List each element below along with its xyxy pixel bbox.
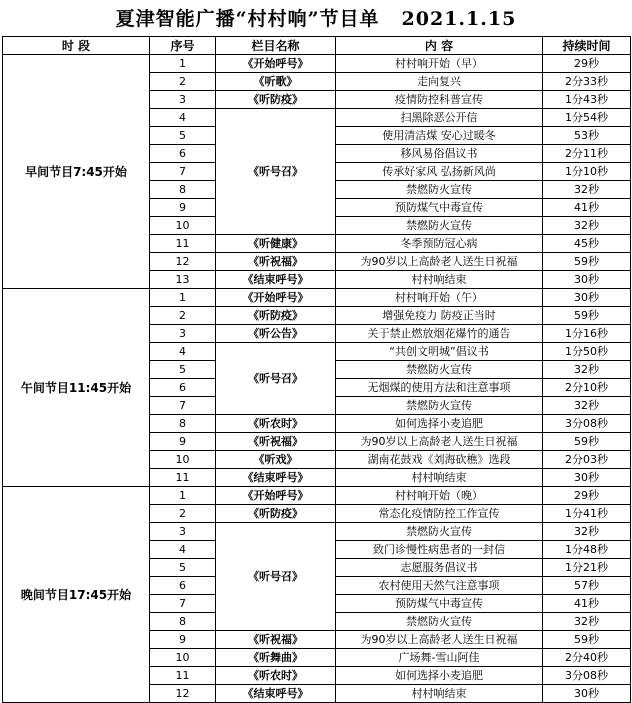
content-cell: 疫情防控科普宣传 [336, 91, 543, 109]
column-name-cell: 《听祝福》 [216, 253, 336, 271]
seq-cell: 6 [150, 577, 216, 595]
column-name-cell: 《结束呼号》 [216, 469, 336, 487]
duration-cell: 1分41秒 [543, 505, 631, 523]
seq-cell: 11 [150, 235, 216, 253]
header-segment: 时 段 [3, 37, 150, 55]
header-content: 内 容 [336, 37, 543, 55]
seq-cell: 7 [150, 397, 216, 415]
duration-cell: 41秒 [543, 199, 631, 217]
duration-cell: 57秒 [543, 577, 631, 595]
duration-cell: 59秒 [543, 253, 631, 271]
seq-cell: 4 [150, 343, 216, 361]
table-row [3, 55, 631, 73]
content-cell: 禁燃防火宣传 [336, 613, 543, 631]
seq-cell: 6 [150, 145, 216, 163]
content-cell: 冬季预防冠心病 [336, 235, 543, 253]
seq-cell: 5 [150, 361, 216, 379]
content-cell: 如何选择小麦追肥 [336, 415, 543, 433]
content-cell: 无烟煤的使用方法和注意事项 [336, 379, 543, 397]
content-cell: 禁燃防火宣传 [336, 181, 543, 199]
content-cell: 预防煤气中毒宣传 [336, 595, 543, 613]
seq-cell: 4 [150, 109, 216, 127]
duration-cell: 2分33秒 [543, 73, 631, 91]
seq-cell: 9 [150, 199, 216, 217]
duration-cell: 59秒 [543, 307, 631, 325]
content-cell: 村村响结束 [336, 469, 543, 487]
column-name-cell: 《听戏》 [216, 451, 336, 469]
seq-cell: 1 [150, 55, 216, 73]
duration-cell: 1分43秒 [543, 91, 631, 109]
content-cell: 走向复兴 [336, 73, 543, 91]
seq-cell: 12 [150, 253, 216, 271]
duration-cell: 53秒 [543, 127, 631, 145]
duration-cell: 32秒 [543, 361, 631, 379]
seq-cell: 11 [150, 667, 216, 685]
content-cell: 村村响结束 [336, 685, 543, 703]
seq-cell: 6 [150, 379, 216, 397]
title-text: 夏津智能广播“村村响”节目单 [115, 8, 380, 30]
content-cell: 村村响开始（午） [336, 289, 543, 307]
column-name-cell: 《开始呼号》 [216, 55, 336, 73]
seq-cell: 7 [150, 163, 216, 181]
content-cell: 村村响开始（早） [336, 55, 543, 73]
column-name-cell: 《开始呼号》 [216, 487, 336, 505]
duration-cell: 2分03秒 [543, 451, 631, 469]
column-name-cell: 《结束呼号》 [216, 271, 336, 289]
header-seq: 序号 [150, 37, 216, 55]
seq-cell: 5 [150, 127, 216, 145]
column-name-cell: 《听舞曲》 [216, 649, 336, 667]
content-cell: 如何选择小麦追肥 [336, 667, 543, 685]
column-name-cell: 《听祝福》 [216, 433, 336, 451]
seq-cell: 10 [150, 649, 216, 667]
content-cell: 移风易俗倡议书 [336, 145, 543, 163]
content-cell: “共创文明城”倡议书 [336, 343, 543, 361]
seq-cell: 10 [150, 217, 216, 235]
seq-cell: 12 [150, 685, 216, 703]
content-cell: 关于禁止燃放烟花爆竹的通告 [336, 325, 543, 343]
seq-cell: 8 [150, 415, 216, 433]
seq-cell: 3 [150, 523, 216, 541]
content-cell: 广场舞-雪山阿佳 [336, 649, 543, 667]
seq-cell: 8 [150, 613, 216, 631]
seq-cell: 9 [150, 631, 216, 649]
seq-cell: 4 [150, 541, 216, 559]
page-title [0, 0, 632, 36]
content-cell: 农村使用天然气注意事项 [336, 577, 543, 595]
duration-cell: 30秒 [543, 685, 631, 703]
seq-cell: 1 [150, 487, 216, 505]
content-cell: 湖南花鼓戏《刘海砍樵》选段 [336, 451, 543, 469]
column-name-cell: 《听健康》 [216, 235, 336, 253]
content-cell: 禁燃防火宣传 [336, 217, 543, 235]
content-cell: 致门诊慢性病患者的一封信 [336, 541, 543, 559]
column-name-cell: 《听防疫》 [216, 307, 336, 325]
content-cell: 为90岁以上高龄老人送生日祝福 [336, 253, 543, 271]
segment-label: 早间节目7:45开始 [3, 55, 150, 289]
duration-cell: 2分11秒 [543, 145, 631, 163]
duration-cell: 30秒 [543, 271, 631, 289]
schedule-table [2, 36, 631, 703]
content-cell: 为90岁以上高龄老人送生日祝福 [336, 433, 543, 451]
seq-cell: 11 [150, 469, 216, 487]
duration-cell: 1分50秒 [543, 343, 631, 361]
column-name-cell: 《结束呼号》 [216, 685, 336, 703]
seq-cell: 9 [150, 433, 216, 451]
duration-cell: 29秒 [543, 487, 631, 505]
header-row [3, 37, 631, 55]
table-row [3, 487, 631, 505]
seq-cell: 3 [150, 325, 216, 343]
duration-cell: 32秒 [543, 397, 631, 415]
content-cell: 禁燃防火宣传 [336, 361, 543, 379]
column-name-cell: 《听农时》 [216, 415, 336, 433]
duration-cell: 3分08秒 [543, 667, 631, 685]
header-duration: 持续时间 [543, 37, 631, 55]
duration-cell: 59秒 [543, 631, 631, 649]
column-name-cell: 《听歌》 [216, 73, 336, 91]
duration-cell: 1分54秒 [543, 109, 631, 127]
segment-label: 午间节目11:45开始 [3, 289, 150, 487]
column-name-cell: 《听防疫》 [216, 505, 336, 523]
duration-cell: 1分48秒 [543, 541, 631, 559]
content-cell: 传承好家风 弘扬新风尚 [336, 163, 543, 181]
content-cell: 预防煤气中毒宣传 [336, 199, 543, 217]
seq-cell: 2 [150, 505, 216, 523]
duration-cell: 3分08秒 [543, 415, 631, 433]
content-cell: 志愿服务倡议书 [336, 559, 543, 577]
column-name-cell: 《听公告》 [216, 325, 336, 343]
seq-cell: 10 [150, 451, 216, 469]
duration-cell: 1分10秒 [543, 163, 631, 181]
duration-cell: 32秒 [543, 217, 631, 235]
seq-cell: 1 [150, 289, 216, 307]
content-cell: 村村响开始（晚） [336, 487, 543, 505]
seq-cell: 7 [150, 595, 216, 613]
duration-cell: 45秒 [543, 235, 631, 253]
duration-cell: 32秒 [543, 523, 631, 541]
content-cell: 增强免疫力 防疫正当时 [336, 307, 543, 325]
seq-cell: 13 [150, 271, 216, 289]
seq-cell: 2 [150, 307, 216, 325]
duration-cell: 2分10秒 [543, 379, 631, 397]
content-cell: 常态化疫情防控工作宣传 [336, 505, 543, 523]
duration-cell: 30秒 [543, 289, 631, 307]
title-date: 2021.1.15 [401, 8, 517, 30]
content-cell: 村村响结束 [336, 271, 543, 289]
seq-cell: 5 [150, 559, 216, 577]
duration-cell: 59秒 [543, 433, 631, 451]
content-cell: 为90岁以上高龄老人送生日祝福 [336, 631, 543, 649]
column-name-cell: 《听农时》 [216, 667, 336, 685]
column-name-cell: 《开始呼号》 [216, 289, 336, 307]
duration-cell: 32秒 [543, 613, 631, 631]
content-cell: 扫黑除恶公开信 [336, 109, 543, 127]
duration-cell: 1分16秒 [543, 325, 631, 343]
content-cell: 禁燃防火宣传 [336, 523, 543, 541]
column-name-cell: 《听号召》 [216, 523, 336, 631]
column-name-cell: 《听祝福》 [216, 631, 336, 649]
schedule-body [3, 55, 631, 703]
content-cell: 使用清洁煤 安心过暖冬 [336, 127, 543, 145]
column-name-cell: 《听号召》 [216, 343, 336, 415]
duration-cell: 1分21秒 [543, 559, 631, 577]
duration-cell: 30秒 [543, 469, 631, 487]
content-cell: 禁燃防火宣传 [336, 397, 543, 415]
seq-cell: 8 [150, 181, 216, 199]
seq-cell: 3 [150, 91, 216, 109]
duration-cell: 32秒 [543, 181, 631, 199]
header-column: 栏目名称 [216, 37, 336, 55]
duration-cell: 2分40秒 [543, 649, 631, 667]
seq-cell: 2 [150, 73, 216, 91]
column-name-cell: 《听号召》 [216, 109, 336, 235]
duration-cell: 41秒 [543, 595, 631, 613]
table-row [3, 289, 631, 307]
segment-label: 晚间节目17:45开始 [3, 487, 150, 703]
duration-cell: 29秒 [543, 55, 631, 73]
column-name-cell: 《听防疫》 [216, 91, 336, 109]
